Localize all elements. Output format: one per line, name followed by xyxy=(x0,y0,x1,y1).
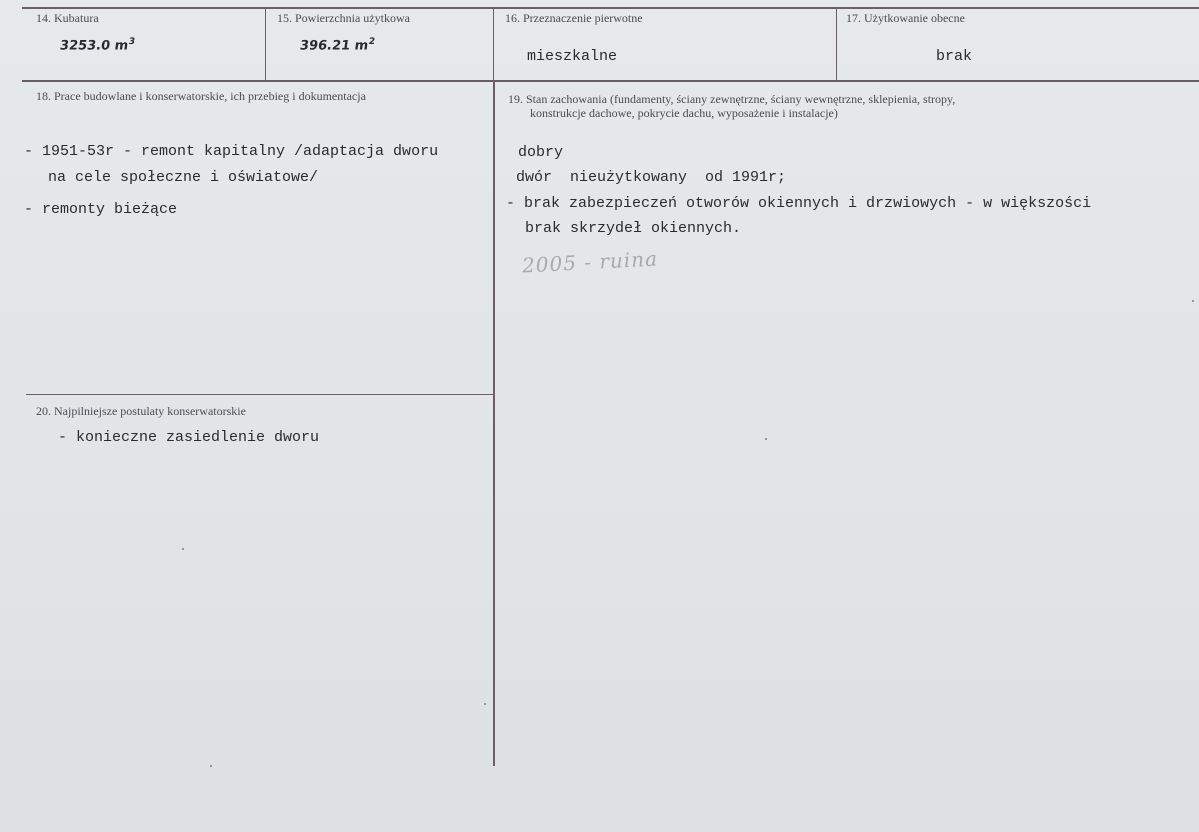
postulaty-label: 20. Najpilniejsze postulaty konserwatorskie xyxy=(36,404,246,418)
kubatura-number: 3253.0 xyxy=(58,38,112,54)
kubatura-unit: m xyxy=(113,38,130,54)
paper-speck xyxy=(182,548,184,550)
stan-line-1: dobry xyxy=(518,144,564,161)
prace-line-2: na cele społeczne i oświatowe/ xyxy=(30,169,319,186)
powierzchnia-unit-exp: 2 xyxy=(367,37,376,47)
powierzchnia-number: 396.21 xyxy=(298,38,352,54)
paper-speck xyxy=(210,765,212,767)
prace-line-3: - remonty bieżące xyxy=(24,201,178,218)
kubatura-unit-exp: 3 xyxy=(127,37,136,47)
divider-15-16 xyxy=(493,7,494,82)
stan-label-line-1: 19. Stan zachowania (fundamenty, ściany zewnętrzne, ściany wewnętrzne, sklepienia, stropy, xyxy=(508,92,956,106)
kubatura-value xyxy=(59,37,136,53)
paper-speck xyxy=(1192,300,1194,302)
powierzchnia-label: 15. Powierzchnia użytkowa xyxy=(277,11,410,25)
powierzchnia-value xyxy=(299,37,376,53)
divider-14-15 xyxy=(265,7,266,82)
paper-speck xyxy=(484,703,486,705)
stan-line-4: brak skrzydeł okiennych. xyxy=(525,220,742,237)
row1-bottom-rule xyxy=(22,80,1199,82)
postulaty-line-1: - konieczne zasiedlenie dworu xyxy=(58,429,320,446)
uzytkowanie-value: brak xyxy=(936,48,973,65)
stan-line-2: dwór nieużytkowany od 1991r; xyxy=(516,169,787,186)
przeznaczenie-label: 16. Przeznaczenie pierwotne xyxy=(505,11,643,25)
przeznaczenie-value: mieszkalne xyxy=(527,48,618,65)
divider-18-20 xyxy=(26,394,494,395)
pencil-note: 2005 - ruina xyxy=(521,246,659,278)
stan-line-3: - brak zabezpieczeń otworów okiennych i drzwiowych - w większości xyxy=(506,195,1092,212)
prace-label: 18. Prace budowlane i konserwatorskie, ich przebieg i dokumentacja xyxy=(36,89,366,103)
divider-18-19 xyxy=(493,81,495,766)
paper-speck xyxy=(765,438,767,440)
kubatura-label: 14. Kubatura xyxy=(36,11,99,25)
prace-line-1: - 1951-53r - remont kapitalny /adaptacja dworu xyxy=(24,143,439,160)
top-rule xyxy=(22,7,1199,9)
divider-16-17 xyxy=(836,7,837,82)
powierzchnia-unit: m xyxy=(353,38,370,54)
stan-label-line-2: konstrukcje dachowe, pokrycie dachu, wyposażenie i instalacje) xyxy=(530,106,838,120)
uzytkowanie-label: 17. Użytkowanie obecne xyxy=(846,11,965,25)
